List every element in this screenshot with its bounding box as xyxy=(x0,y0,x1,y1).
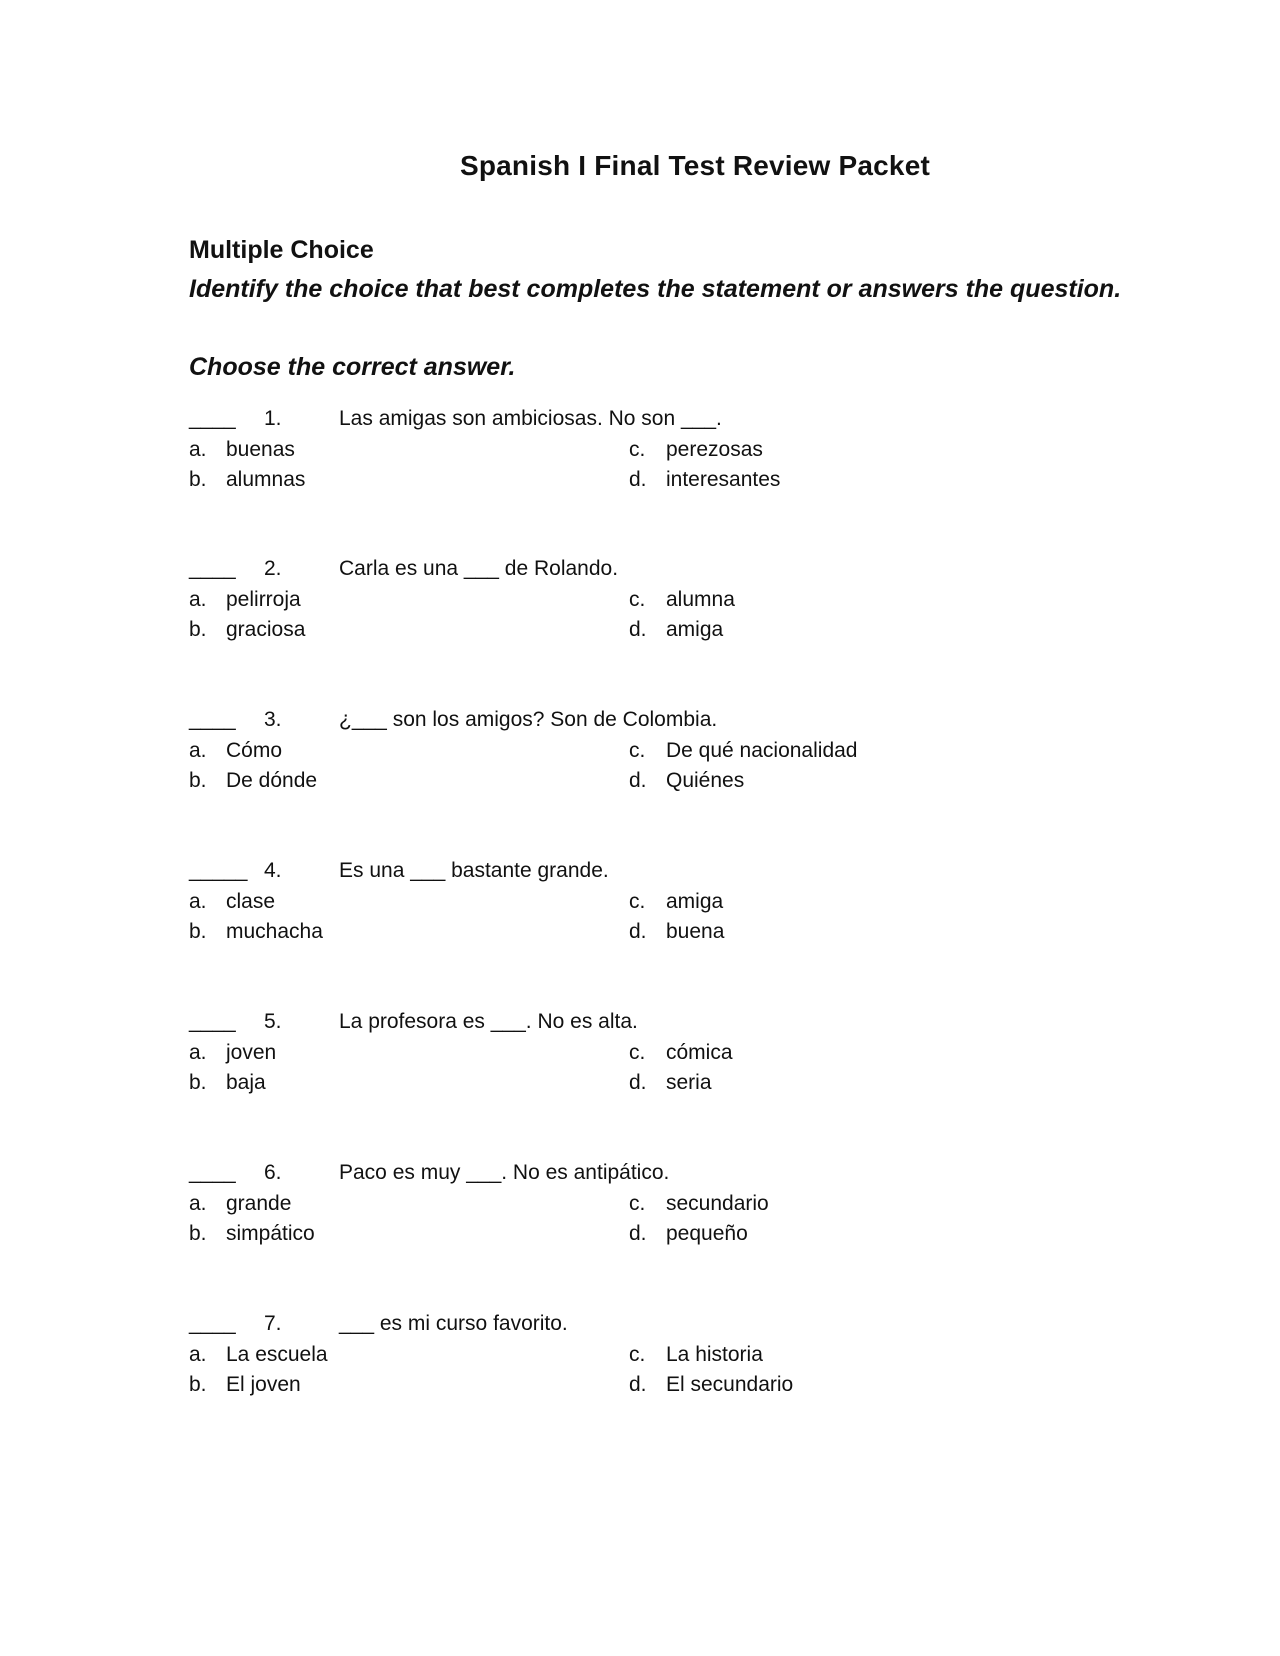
question-4 xyxy=(189,859,1089,959)
option-text: Cómo xyxy=(226,739,283,762)
question-line xyxy=(189,1161,1089,1189)
instructions: Identify the choice that best completes the statement or answers the question. xyxy=(189,275,1122,303)
section-heading: Multiple Choice xyxy=(189,236,374,264)
question-line xyxy=(189,708,1089,736)
option-letter: c. xyxy=(629,890,646,913)
option-letter: b. xyxy=(189,468,207,491)
option-text: El secundario xyxy=(666,1373,794,1396)
question-stem: Las amigas son ambiciosas. No son ___. xyxy=(339,407,722,430)
option-letter: b. xyxy=(189,769,207,792)
option-letter: d. xyxy=(629,920,647,943)
option-letter: a. xyxy=(189,890,207,913)
option-letter: d. xyxy=(629,1071,647,1094)
option-letter: c. xyxy=(629,1192,646,1215)
option-letter: a. xyxy=(189,588,207,611)
option-text: joven xyxy=(226,1041,277,1064)
answer-blank: ____ xyxy=(189,1161,236,1184)
question-number: 2. xyxy=(264,557,282,580)
answer-blank: ____ xyxy=(189,407,236,430)
question-3 xyxy=(189,708,1089,808)
question-1 xyxy=(189,407,1089,507)
option-text: De qué nacionalidad xyxy=(666,739,858,762)
option-text: El joven xyxy=(226,1373,301,1396)
choose-prompt: Choose the correct answer. xyxy=(189,353,516,381)
option-text: graciosa xyxy=(226,618,306,641)
option-letter: d. xyxy=(629,1373,647,1396)
question-stem: ___ es mi curso favorito. xyxy=(339,1312,568,1335)
question-2 xyxy=(189,557,1089,657)
question-number: 3. xyxy=(264,708,282,731)
option-text: La historia xyxy=(666,1343,763,1366)
option-text: amiga xyxy=(666,890,724,913)
option-letter: d. xyxy=(629,1222,647,1245)
option-text: alumnas xyxy=(226,468,306,491)
option-letter: c. xyxy=(629,588,646,611)
question-number: 4. xyxy=(264,859,282,882)
question-line xyxy=(189,1010,1089,1038)
option-text: buena xyxy=(666,920,725,943)
question-line xyxy=(189,1312,1089,1340)
option-text: cómica xyxy=(666,1041,733,1064)
question-number: 7. xyxy=(264,1312,282,1335)
option-text: interesantes xyxy=(666,468,781,491)
option-text: grande xyxy=(226,1192,292,1215)
option-text: pequeño xyxy=(666,1222,748,1245)
option-text: amiga xyxy=(666,618,724,641)
option-letter: a. xyxy=(189,739,207,762)
option-text: De dónde xyxy=(226,769,318,792)
answer-blank: ____ xyxy=(189,1312,236,1335)
question-number: 5. xyxy=(264,1010,282,1033)
answer-blank: ____ xyxy=(189,1010,236,1033)
option-text: seria xyxy=(666,1071,712,1094)
answer-blank: _____ xyxy=(189,859,248,882)
question-stem: La profesora es ___. No es alta. xyxy=(339,1010,638,1033)
option-text: clase xyxy=(226,890,276,913)
option-letter: a. xyxy=(189,438,207,461)
option-letter: b. xyxy=(189,618,207,641)
question-stem: Carla es una ___ de Rolando. xyxy=(339,557,619,580)
document-title: Spanish I Final Test Review Packet xyxy=(459,150,930,181)
question-line xyxy=(189,407,1089,435)
option-letter: d. xyxy=(629,468,647,491)
answer-blank: ____ xyxy=(189,557,236,580)
option-letter: b. xyxy=(189,1071,207,1094)
option-letter: b. xyxy=(189,1222,207,1245)
option-letter: c. xyxy=(629,438,646,461)
answer-blank: ____ xyxy=(189,708,236,731)
option-text: baja xyxy=(226,1071,266,1094)
question-line xyxy=(189,859,1089,887)
option-text: simpático xyxy=(226,1222,315,1245)
option-text: muchacha xyxy=(226,920,323,943)
option-letter: a. xyxy=(189,1343,207,1366)
option-letter: d. xyxy=(629,618,647,641)
question-line xyxy=(189,557,1089,585)
option-letter: b. xyxy=(189,1373,207,1396)
question-number: 1. xyxy=(264,407,282,430)
question-number: 6. xyxy=(264,1161,282,1184)
question-5 xyxy=(189,1010,1089,1110)
option-text: perezosas xyxy=(666,438,763,461)
option-text: alumna xyxy=(666,588,735,611)
option-text: buenas xyxy=(226,438,295,461)
question-stem: ¿___ son los amigos? Son de Colombia. xyxy=(339,708,718,731)
question-stem: Paco es muy ___. No es antipático. xyxy=(339,1161,670,1184)
option-text: pelirroja xyxy=(226,588,301,611)
option-letter: c. xyxy=(629,739,646,762)
question-stem: Es una ___ bastante grande. xyxy=(339,859,609,882)
question-7 xyxy=(189,1312,1089,1412)
question-6 xyxy=(189,1161,1089,1261)
option-letter: a. xyxy=(189,1041,207,1064)
option-text: secundario xyxy=(666,1192,769,1215)
option-letter: a. xyxy=(189,1192,207,1215)
option-text: La escuela xyxy=(226,1343,328,1366)
option-text: Quiénes xyxy=(666,769,745,792)
option-letter: c. xyxy=(629,1041,646,1064)
option-letter: d. xyxy=(629,769,647,792)
option-letter: b. xyxy=(189,920,207,943)
option-letter: c. xyxy=(629,1343,646,1366)
